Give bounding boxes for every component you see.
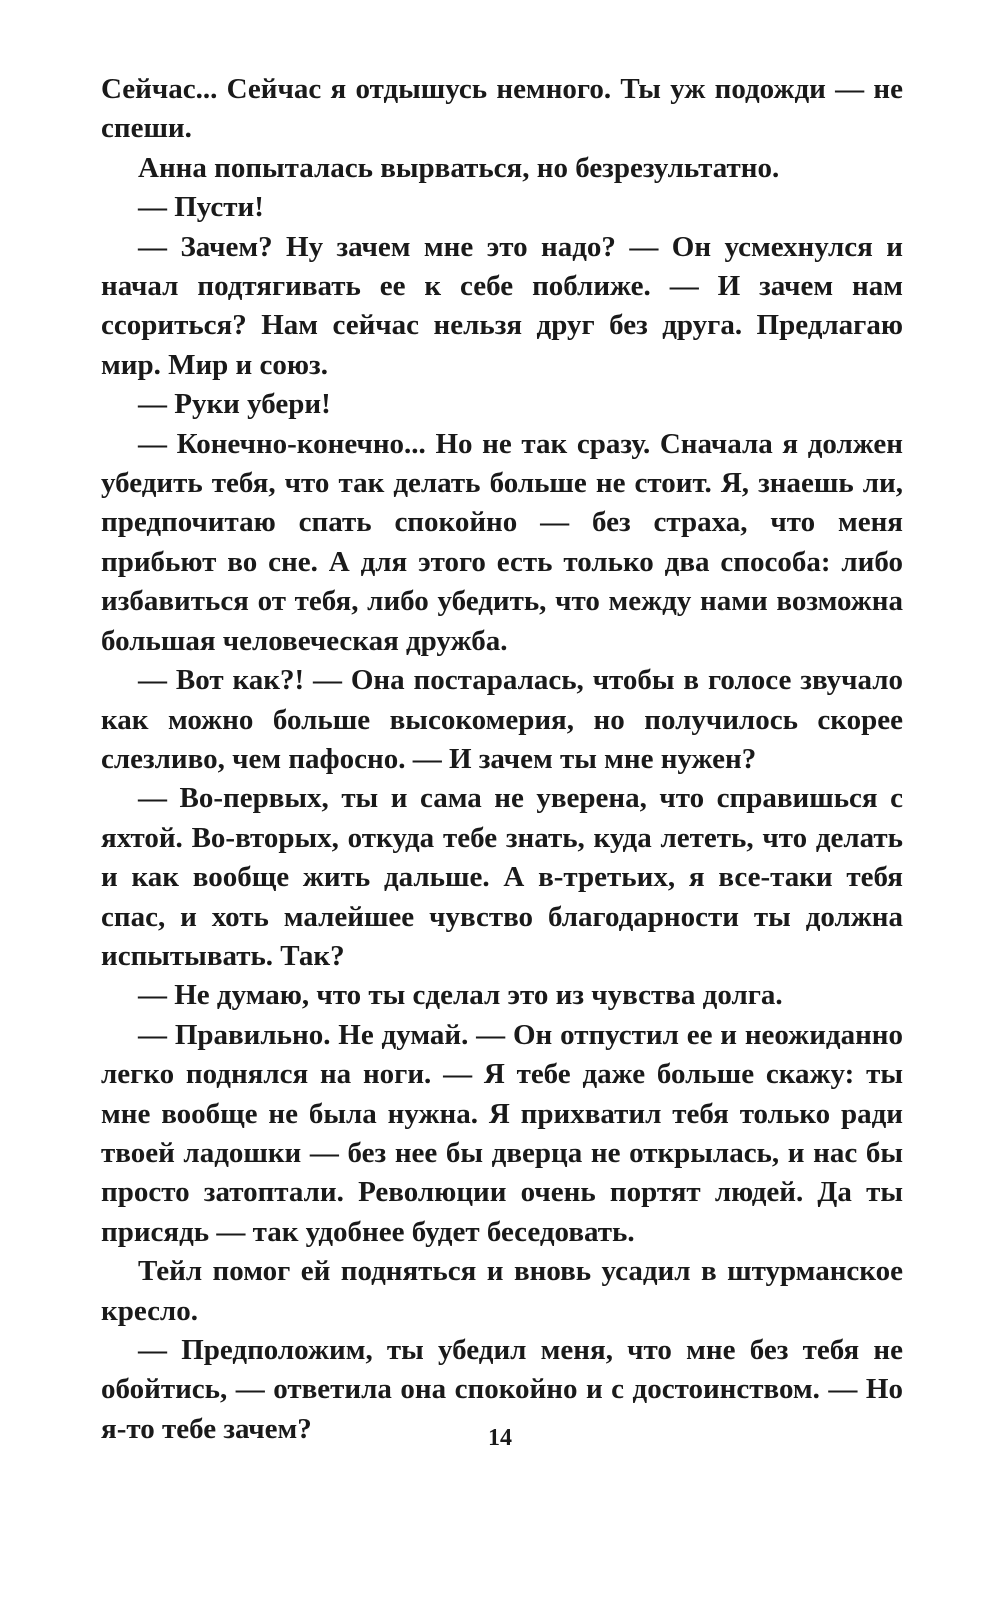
page-number: 14 bbox=[488, 1425, 512, 1451]
paragraph-7: — Вот как?! — Она постаралась, чтобы в голосе звучало как можно больше высокомерия, но получилось скорее слезливо, чем пафосно. — И зачем ты мне нужен? bbox=[101, 664, 903, 775]
paragraph-5: — Руки убери! bbox=[138, 388, 331, 421]
page-text bbox=[101, 70, 903, 1449]
paragraph-6: — Конечно-конечно... Но не так сразу. Сначала я должен убедить тебя, что так делать больше не стоит. Я, знаешь ли, предпочитаю спать спокойно — без страха, что меня прибьют во сне. А для этого есть только два способа: либо избавиться от тебя, либо убедить, что между нами возможна большая человеческая дружба. bbox=[101, 427, 903, 657]
paragraph-2: Анна попыталась вырваться, но безрезультатно. bbox=[138, 151, 780, 184]
paragraph-8: — Во-первых, ты и сама не уверена, что справишься с яхтой. Во-вторых, откуда тебе знать, куда лететь, что делать и как вообще жить дальше. А в-третьих, я все-таки тебя спас, и хоть малейшее чувство благодарности ты должна испытывать. Так? bbox=[101, 782, 903, 972]
paragraph-10: — Правильно. Не думай. — Он отпустил ее и неожиданно легко поднялся на ноги. — Я тебе даже больше скажу: ты мне вообще не была нужна. Я прихватил тебя только ради твоей ладошки — без нее бы дверца не открылась, и нас бы просто затоптали. Революции очень портят людей. Да ты присядь — так удобнее будет беседовать. bbox=[101, 1018, 903, 1248]
paragraph-1: Сейчас... Сейчас я отдышусь немного. Ты уж подожди — не спеши. bbox=[101, 73, 903, 145]
paragraph-9: — Не думаю, что ты сделал это из чувства долга. bbox=[138, 979, 783, 1012]
paragraph-4: — Зачем? Ну зачем мне это надо? — Он усмехнулся и начал подтягивать ее к себе поближе. — И зачем нам ссориться? Нам сейчас нельзя друг без друга. Предлагаю мир. Мир и союз. bbox=[101, 230, 903, 381]
paragraph-11: Тейл помог ей подняться и вновь усадил в штурманское кресло. bbox=[101, 1255, 903, 1327]
paragraph-12: — Предположим, ты убедил меня, что мне без тебя не обойтись, — ответила она спокойно и с достоинством. — Но я-то тебе зачем? bbox=[101, 1334, 903, 1445]
paragraph-3: — Пусти! bbox=[138, 191, 264, 224]
